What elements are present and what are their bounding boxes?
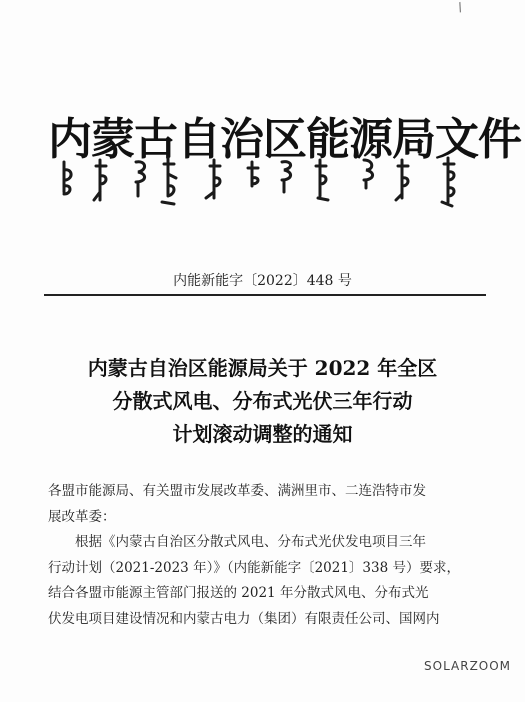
body-line: 行动计划（2021-2023 年）》（内能新能字〔2021〕338 号）要求，: [48, 559, 460, 576]
notice-title-line: 内蒙古自治区能源局关于 2022 年全区: [87, 356, 438, 380]
body-line: 伏发电项目建设情况和内蒙古电力（集团）有限责任公司、国网内: [48, 610, 440, 627]
watermark: SOLARZOOM: [424, 659, 512, 673]
mongolian-script-header: [56, 152, 476, 214]
notice-title: [0, 352, 525, 451]
notice-title-line: 分散式风电、分布式光伏三年行动: [112, 389, 413, 413]
body-line: 根据《内蒙古自治区分散式风电、分布式光伏发电项目三年: [48, 534, 426, 550]
header-divider: [44, 294, 486, 296]
corner-mark: /: [455, 0, 465, 15]
document-header-title: 内蒙古自治区能源局文件: [48, 114, 521, 165]
body-line: 结合各盟市能源主管部门报送的 2021 年分散式风电、分布式光: [48, 585, 429, 601]
body-line: 各盟市能源局、有关盟市发展改革委、满洲里市、二连浩特市发: [48, 483, 426, 499]
body-line: 展改革委：: [48, 508, 116, 525]
notice-title-line: 计划滚动调整的通知: [172, 422, 353, 446]
document-number: 内能新能字〔2022〕448 号: [173, 273, 352, 289]
notice-body: [48, 479, 488, 632]
